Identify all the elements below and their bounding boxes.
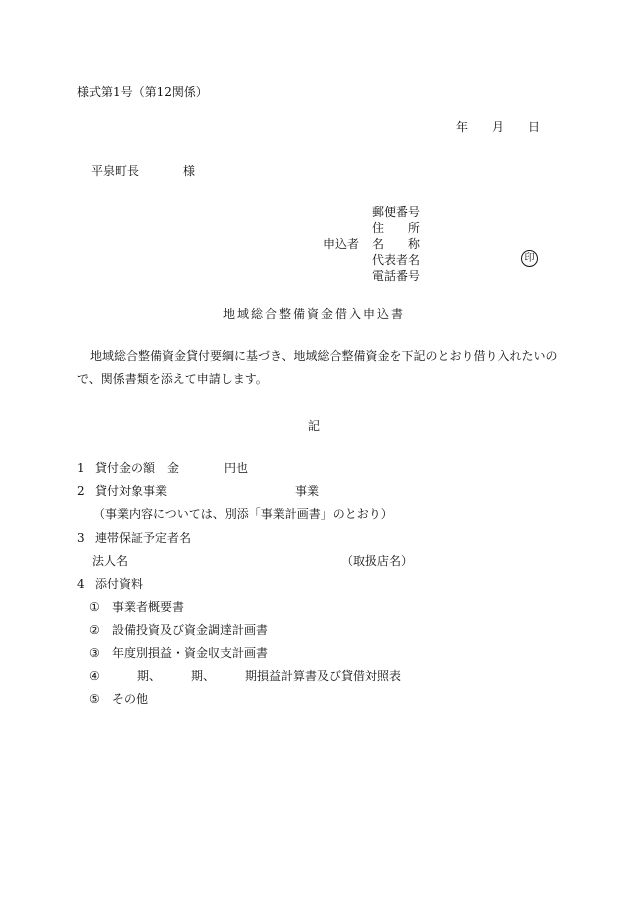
item-1-unit: 円也 <box>224 461 249 475</box>
applicant-phone-label: 電話番号 <box>372 269 421 283</box>
attachment-3-number: ③ <box>89 646 100 660</box>
attachment-1-number: ① <box>89 600 100 614</box>
item-2-note: （事業内容については、別添「事業計画書」のとおり） <box>93 507 393 521</box>
document-title: 地域総合整備資金借入申込書 <box>223 307 406 321</box>
date-month: 月 <box>492 120 505 134</box>
item-3-corp-label: 法人名 <box>92 554 129 568</box>
attachment-2-number: ② <box>89 623 100 637</box>
date-day: 日 <box>528 120 541 134</box>
attachment-4-number: ④ <box>89 669 100 683</box>
item-2-number: 2 <box>77 484 85 498</box>
item-1-number: 1 <box>77 461 85 475</box>
attachment-5-text: その他 <box>112 692 149 706</box>
item-3-label: 連帯保証予定者名 <box>95 531 192 545</box>
addressee-honorific: 様 <box>183 164 196 178</box>
item-2-suffix: 事業 <box>295 484 320 498</box>
item-2-label: 貸付対象事業 <box>95 484 168 498</box>
attachment-1-text: 事業者概要書 <box>112 600 185 614</box>
item-1-label: 貸付金の額 金 <box>95 461 180 475</box>
attachment-2-text: 設備投資及び資金調達計画書 <box>112 623 269 637</box>
body-line-1: 地域総合整備資金貸付要綱に基づき、地域総合整備資金を下記のとおり借り入れたいの <box>90 349 558 363</box>
body-line-2: で、関係書類を添えて申請します。 <box>77 372 268 386</box>
applicant-rep-label: 代表者名 <box>372 253 421 267</box>
applicant-address-label: 住 所 <box>372 221 421 235</box>
seal-mark: 印 <box>521 250 538 267</box>
item-4-number: 4 <box>77 577 85 591</box>
ki-heading: 記 <box>308 419 321 433</box>
form-label: 様式第1号（第12関係） <box>77 85 208 99</box>
applicant-name-label: 名 称 <box>372 237 421 251</box>
applicant-role-label: 申込者 <box>323 237 360 251</box>
item-4-label: 添付資料 <box>95 577 144 591</box>
item-3-branch-label: （取扱店名） <box>341 554 414 568</box>
applicant-postal-label: 郵便番号 <box>372 205 421 219</box>
date-year: 年 <box>456 120 469 134</box>
attachment-5-number: ⑤ <box>89 692 100 706</box>
addressee-name: 平泉町長 <box>91 164 140 178</box>
item-3-number: 3 <box>77 531 85 545</box>
attachment-4-text: 期、 期、 期損益計算書及び貸借対照表 <box>137 669 402 683</box>
attachment-3-text: 年度別損益・資金収支計画書 <box>112 646 269 660</box>
